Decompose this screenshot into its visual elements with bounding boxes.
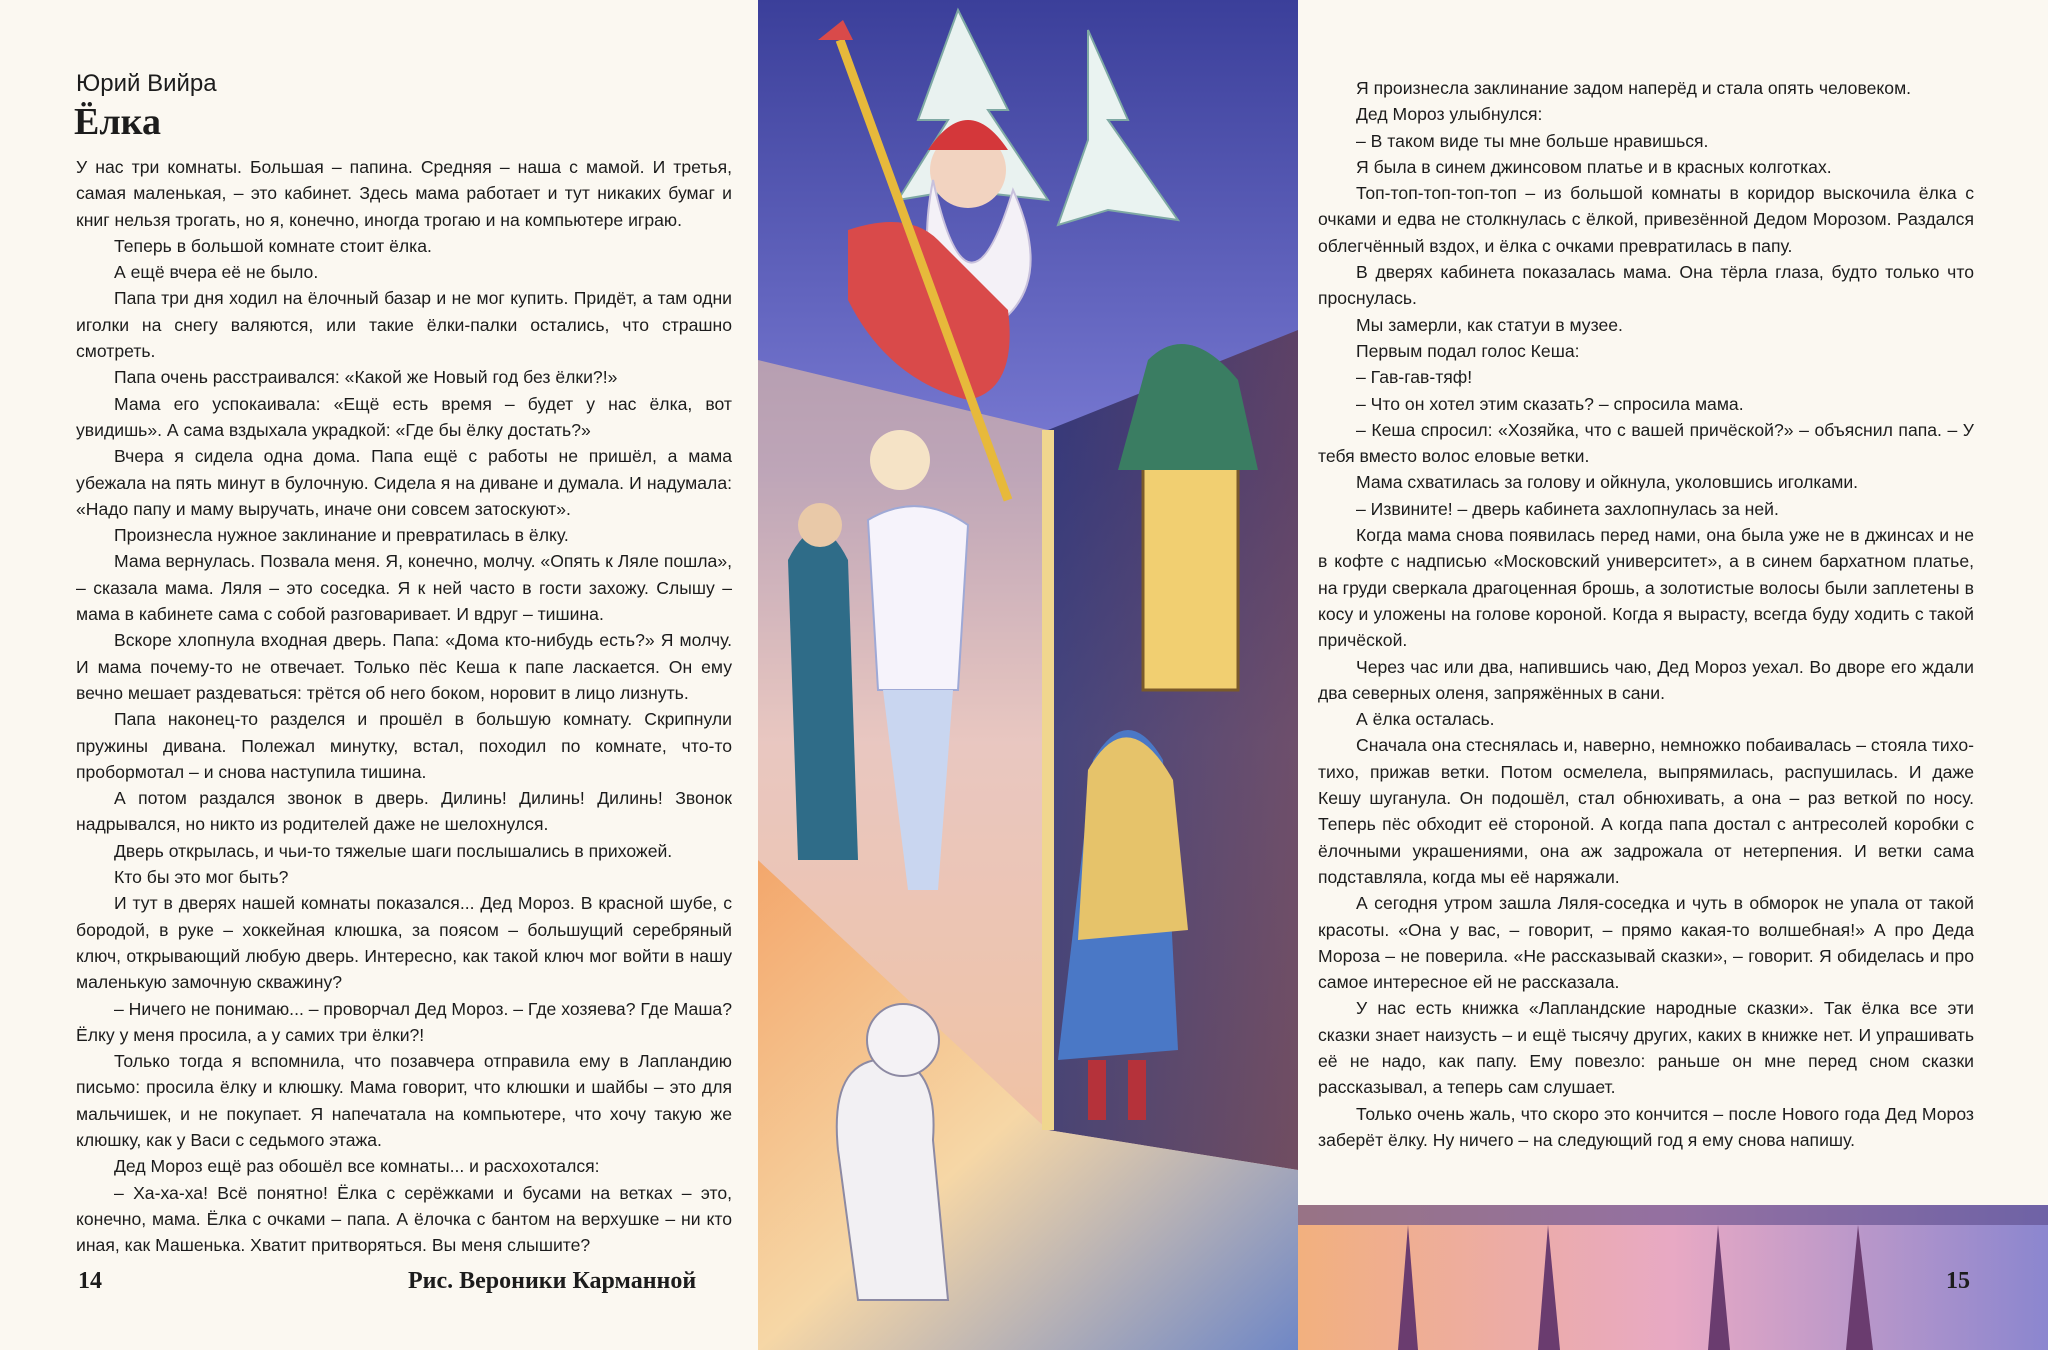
paragraph: Мы замерли, как статуи в музее. [1356,314,1623,335]
paragraph: И тут в дверях нашей комнаты показался... Дед Мороз. В красной шубе, с бородой, в руке – хоккейная клюшка, за поясом – большущий серебряный ключ, открывающий любую дверь. Интересно, как такой ключ мог войти в нашу маленькую замочную скважину? [76,893,732,993]
paragraph: Теперь в большой комнате стоит ёлка. [114,235,432,256]
paragraph: Сначала она стеснялась и, наверно, немножко побаивалась – стояла тихо-тихо, прижав ветки. Потом осмелела, выпрямилась, распушилась. И даже Кешу шуганула. Он подошёл, стал обнюхивать, а она – раз веткой по носу. Теперь пёс обходит её стороной. А когда папа достал с антресолей коробки с ёлочными украшениями, она аж задрожала от нетерпения. И ветки сама подставляла, когда мы её наряжали. [1318,735,1974,887]
left-page [0,0,760,1350]
illustration-bottom-strip [1298,1205,2048,1350]
illustration-drawing [758,0,1298,1350]
paragraph: А ёлка осталась. [1356,709,1495,730]
paragraph: У нас три комнаты. Большая – папина. Средняя – наша с мамой. И третья, самая маленькая, – это кабинет. Здесь мама работает и тут никаких бумаг и книг нельзя трогать, но я, конечно, иногда трогаю и на компьютере играю. [76,157,732,230]
page-number-left: 14 [78,1268,102,1294]
illustrator-credit: Рис. Вероники Карманной [408,1268,697,1294]
paragraph: Только очень жаль, что скоро это кончится – после Нового года Дед Мороз заберёт ёлку. Ну ничего – на следующий год я ему снова напишу. [1318,1103,1974,1150]
paragraph: Я произнесла заклинание задом наперёд и стала опять человеком. [1356,78,1912,98]
paragraph: Мама вернулась. Позвала меня. Я, конечно, молчу. «Опять к Ляле пошла», – сказала мама. Ляля – это соседка. Я к ней часто в гости захожу. Слышу – мама в кабинете сама с собой разговаривает. И вдруг – тишина. [76,551,732,625]
paragraph: – Извините! – дверь кабинета захлопнулась за ней. [1356,498,1779,519]
page-number-right: 15 [1946,1268,1970,1294]
paragraph: Через час или два, напившись чаю, Дед Мороз уехал. Во дворе его ждали два северных оленя, запряжённых в сани. [1318,656,1974,703]
paragraph: – Гав-гав-тяф! [1356,367,1473,388]
story-title: Ёлка [74,101,161,143]
paragraph: Мама его успокаивала: «Ещё есть время – будет у нас ёлка, вот увидишь». А сама вздыхала украдкой: «Где бы ёлку достать?» [76,393,732,440]
paragraph: Вскоре хлопнула входная дверь. Папа: «Дома кто-нибудь есть?» Я молчу. И мама почему-то не отвечает. Только пёс Кеша к папе ласкается. Он ему вечно мешает раздеваться: трётся об него боком, норовит в лицо лизнуть. [76,630,732,703]
story-illustration [758,0,1298,1350]
paragraph: А ещё вчера её не было. [114,262,319,283]
paragraph: А сегодня утром зашла Ляля-соседка и чуть в обморок не упала от такой красоты. «Она у вас, – говорит, – прямо какая-то волшебная!» А про Деда Мороза – не поверила. «Не рассказывай сказки», – говорит. Я обиделась и про самое интересное ей не рассказала. [1318,893,1974,993]
paragraph: Кто бы это мог быть? [114,867,289,888]
paragraph: – В таком виде ты мне больше нравишься. [1356,130,1709,151]
paragraph: – Что он хотел этим сказать? – спросила мама. [1356,393,1744,414]
paragraph: Вчера я сидела одна дома. Папа ещё с работы не пришёл, а мама убежала на пять минут в булочную. Сидела я на диване и думала. И надумала: «Надо папу и маму выручать, иначе они совсем затоскуют». [76,446,732,519]
paragraph: Дед Мороз улыбнулся: [1356,104,1543,125]
paragraph: Когда мама снова появилась перед нами, она была уже не в джинсах и не в кофте с надписью «Московский университет», а в синем бархатном платье, на груди сверкала драгоценная брошь, а золотистые волосы были заплетены в косу и уложены на голове короной. Когда я вырасту, всегда буду ходить с такой причёской. [1318,525,1974,651]
paragraph: Топ-топ-топ-топ-топ – из большой комнаты в коридор выскочила ёлка с очками и едва не столкнулась с ёлкой, привезённой Дедом Морозом. Раздался облегчённый вздох, и ёлка с очками превратилась в папу. [1318,183,1974,256]
paragraph: Произнесла нужное заклинание и превратилась в ёлку. [114,525,569,546]
paragraph: Только тогда я вспомнила, что позавчера отправила ему в Лапландию письмо: просила ёлку и клюшку. Мама говорит, что клюшки и шайбы – это для мальчишек, и не покупает. Я напечатала на компьютере, что хочу такую же клюшку, как у Васи с седьмого этажа. [76,1051,732,1150]
paragraph: Папа очень расстраивался: «Какой же Новый год без ёлки?!» [114,367,618,388]
paragraph: Папа наконец-то разделся и прошёл в большую комнату. Скрипнули пружины дивана. Полежал минутку, встал, походил по комнате, что-то пробормотал – и снова наступила тишина. [76,709,732,782]
author-name: Юрий Вийра [76,70,217,97]
paragraph: Первым подал голос Кеша: [1356,340,1580,361]
paragraph: Папа три дня ходил на ёлочный базар и не мог купить. Придёт, а там одни иголки на снегу валяются, или такие ёлки-палки остались, что страшно смотреть. [76,288,732,362]
paragraph: – Ха-ха-ха! Всё понятно! Ёлка с серёжками и бусами на ветках – это, конечно, мама. Ёлка с очками – папа. А ёлочка с бантом на верхушке – ни кто иная, как Машенька. Хватит притворяться. Вы меня слышите? [76,1182,732,1256]
paragraph: Я была в синем джинсовом платье и в красных колготках. [1356,156,1832,177]
paragraph: Мама схватилась за голову и ойкнула, уколовшись иголками. [1356,472,1859,493]
paragraph: У нас есть книжка «Лапландские народные сказки». Так ёлка все эти сказки знает наизусть – и ещё тысячу других, каких в книжке нет. И упрашивать её не надо, как папу. Ему повезло: раньше он мне перед сном сказки рассказывал, а теперь сам слушает. [1318,998,1974,1098]
paragraph: Дверь открылась, и чьи-то тяжелые шаги послышались в прихожей. [114,840,673,861]
paragraph: В дверях кабинета показалась мама. Она тёрла глаза, будто только что проснулась. [1318,262,1974,309]
left-column-text [76,154,732,1258]
right-column-text [1318,75,1974,1153]
bottom-strip-drawing [1298,1205,2048,1350]
paragraph: – Ничего не понимаю... – проворчал Дед Мороз. – Где хозяева? Где Маша? Ёлку у меня просила, а у самих три ёлки?! [76,998,733,1045]
paragraph: – Кеша спросил: «Хозяйка, что с вашей причёской?» – объяснил папа. – У тебя вместо волос еловые ветки. [1318,419,1974,467]
paragraph: А потом раздался звонок в дверь. Дилинь! Дилинь! Дилинь! Звонок надрывался, но никто из родителей даже не шелохнулся. [76,788,732,835]
paragraph: Дед Мороз ещё раз обошёл все комнаты... и расхохотался: [114,1156,600,1177]
